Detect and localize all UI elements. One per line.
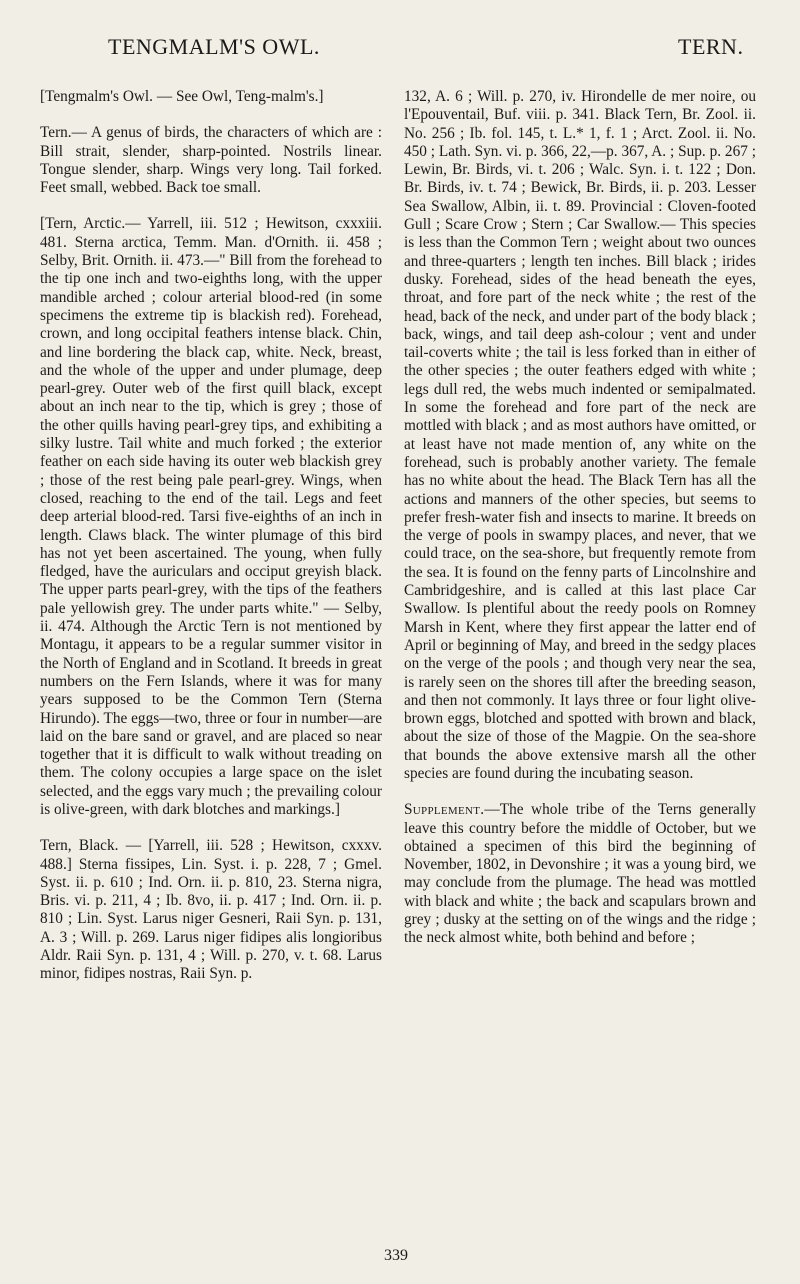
supplement-paragraph xyxy=(404,801,756,947)
entry-tern-genus: Tern.— A genus of birds, the characters of which are : Bill strait, slender, sharp-pointed. Nostrils linear. Tongue slender, sharp. Wings very long. Tail forked. Feet small, webbed. Back toe small. xyxy=(40,124,382,197)
entry-tengmalms-owl: [Tengmalm's Owl. — See Owl, Teng-malm's.] xyxy=(40,88,324,105)
right-column xyxy=(404,88,756,966)
header-left-title: TENGMALM'S OWL. xyxy=(108,34,320,59)
supplement-label: Supplement. xyxy=(404,801,485,819)
left-column xyxy=(40,88,382,1002)
page-number: 339 xyxy=(384,1247,408,1264)
header-right-title: TERN. xyxy=(678,34,744,59)
running-header xyxy=(38,34,770,64)
entry-black-tern: Tern, Black. — [Yarrell, iii. 528 ; Hewitson, cxxxv. 488.] Sterna fissipes, Lin. Syst. i. p. 228, 7 ; Gmel. Syst. ii. p. 610 ; Ind. Orn. ii. p. 810, 23. Sterna nigra, Bris. vi. p. 211, 4 ; Ib. 8vo, ii. p. 417 ; Ind. Orn. ii. p. 810 ; Lin. Syst. Larus niger Gesneri, Raii Syn. p. 131, A. 3 ; Will. p. 269. Larus niger fidipes alis longioribus Aldr. Raii Syn. p. 131, 4 ; Will. p. 270, v. t. 68. Larus minor, fidipes nostras, Raii Syn. p. xyxy=(40,837,382,983)
supplement-text: —The whole tribe of the Terns generally leave this country before the middle of October, but we obtained a specimen of this bird the beginning of November, 1802, in Devonshire ; it was a young bird, we may conclude from the plumage. The head was mottled with black and white ; the back and scapulars brown and grey ; dusky at the setting on of the wings and the ridge ; the neck almost white, both behind and before ; xyxy=(404,801,756,947)
entry-arctic-tern: [Tern, Arctic.— Yarrell, iii. 512 ; Hewitson, cxxxiii. 481. Sterna arctica, Temm. Man. d'Ornith. ii. 458 ; Selby, Brit. Ornith. ii. 473.—" Bill from the forehead to the tip one inch and two-eighths long, with the upper mandible arched ; colour arterial blood-red (in some specimens the extreme tip is blackish red). Forehead, crown, and long occipital feathers intense black. Chin, and line bordering the black cap, white. Neck, breast, and the whole of the upper and under plumage, deep pearl-grey. Outer web of the first quill black, except about an inch near to the tip, which is grey ; those of the other quills having pearl-grey tips, and exhibiting a silky lustre. Tail white and much forked ; the exterior feather on each side having its outer web blackish grey ; those of the rest being pale pearl-grey. Wings, when closed, reaching to the end of the tail. Legs and feet deep arterial blood-red. Tarsi five-eighths of an inch in length. Claws black. The winter plumage of this bird has not yet been ascertained. The young, when fully fledged, have the auriculars and occiput greyish black. The upper parts pearl-grey, with the tips of the feathers pale yellowish grey. The under parts white." — Selby, ii. 474. Although the Arctic Tern is not mentioned by Montagu, it appears to be a regular summer visitor in the North of England and in Scotland. It breeds in great numbers on the Fern Islands, where it was for many years supposed to be the Common Tern (Sterna Hirundo). The eggs—two, three or four in number—are laid on the bare sand or gravel, and are placed so near together that it is difficult to walk without treading on them. The colony occupies a large space on the islet selected, and the eggs vary much ; the prevailing colour is olive-green, with dark blotches and markings.] xyxy=(40,215,382,818)
entry-black-tern-continued: 132, A. 6 ; Will. p. 270, iv. Hirondelle de mer noire, ou l'Epouventail, Buf. viii. p. 341. Black Tern, Br. Zool. ii. No. 256 ; Ib. fol. 145, t. L.* 1, f. 1 ; Arct. Zool. ii. No. 450 ; Lath. Syn. vi. p. 366, 22,—p. 367, A. ; Sup. p. 267 ; Lewin, Br. Birds, vi. t. 206 ; Walc. Syn. i. t. 122 ; Don. Br. Birds, iv. t. 74 ; Bewick, Br. Birds, ii. p. 203. Lesser Sea Swallow, Albin, ii. t. 89. Provincial : Cloven-footed Gull ; Scare Crow ; Stern ; Car Swallow.— This species is less than the Common Tern ; weight about two ounces and three-quarters ; length ten inches. Bill black ; irides dusky. Forehead, sides of the head beneath the eyes, throat, and fore part of the neck white ; the rest of the head, back of the neck, and under part of the body black ; back, wings, and tail deep ash-colour ; vent and under tail-coverts white ; the tail is less forked than in either of the other species ; the outer feathers edged with white ; legs dull red, the webs much indented or semipalmated. In some the forehead and fore part of the neck are mottled with black ; and as most authors have omitted, or at least have not made mention of, any white on the forehead, such is probably another variety. The female has no white about the head. The Black Tern has all the actions and manners of the other species, but seems to prefer fresh-water fish and insects to marine. It breeds on the verge of pools in swampy places, and never, that we could trace, on the sea-shore, but frequently remote from the sea. It is found on the fenny parts of Lincolnshire and Cambridgeshire, and is called at this last place Car Swallow. Is plentiful about the reedy pools on Romney Marsh in Kent, where they first appear the latter end of April or beginning of May, and breed in the sedgy places on the verge of the pools ; and though very near the sea, is rarely seen on the shores till after the breeding season, and then not commonly. It lays three or four light olive-brown eggs, blotched and spotted with brown and black, about the size of those of the Magpie. On the sea-shore that bounds the above extensive marsh all the other species are found during the incubating season. xyxy=(404,88,756,782)
